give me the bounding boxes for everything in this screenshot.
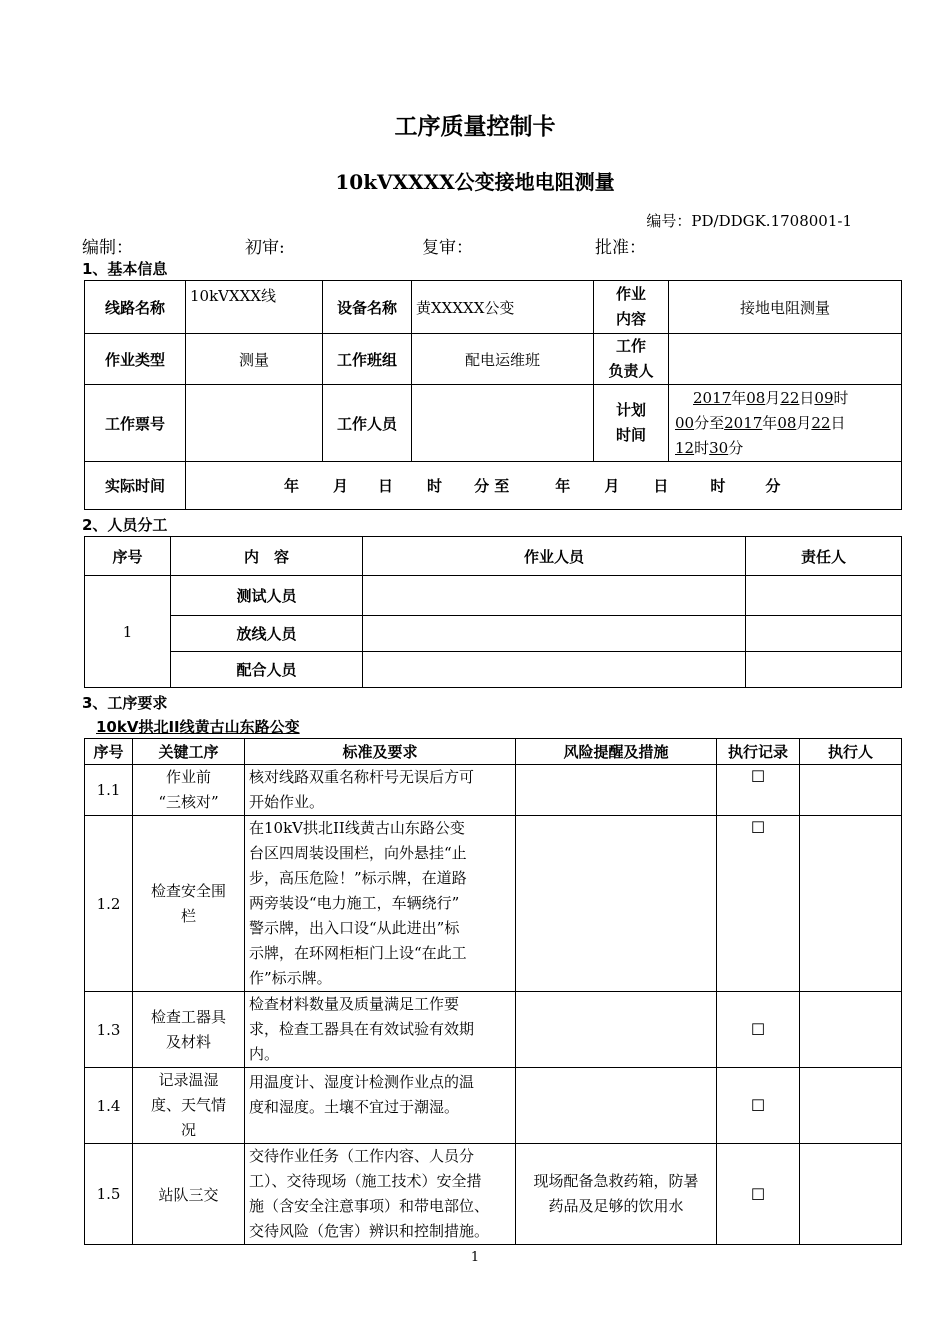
work-team-label: 工作班组 — [323, 334, 412, 385]
staff-workers-cell — [363, 576, 746, 616]
line-name-value: 10kVXXX线 — [186, 281, 323, 334]
actual-year-2: 年 — [555, 477, 571, 495]
process-row — [85, 765, 902, 816]
staff-seq: 1 — [85, 576, 171, 688]
process-standard-line: 示牌，在环网柜柜门上设“在此工 — [249, 944, 467, 962]
process-risk-line: 药品及足够的饮用水 — [548, 1197, 684, 1215]
section3-heading: 3、工序要求 — [82, 694, 168, 712]
process-step — [133, 765, 245, 816]
plan-end-day: 22 — [811, 413, 831, 432]
plan-end-month: 08 — [777, 413, 797, 432]
process-standard — [245, 1144, 516, 1245]
process-standard-line: 施（含安全注意事项）和带电部位、 — [249, 1197, 490, 1215]
work-leader-label-1: 工作 — [615, 337, 646, 355]
document-title: 工序质量控制卡 — [394, 114, 556, 140]
process-header-record: 执行记录 — [717, 739, 800, 765]
staff-responsible-cell — [746, 652, 902, 688]
process-step — [133, 992, 245, 1068]
staff-responsible-cell — [746, 616, 902, 652]
staff-header-seq: 序号 — [85, 537, 171, 576]
plan-time-value — [669, 385, 902, 462]
actual-month-1: 月 — [333, 477, 349, 495]
process-step-line: “三核对” — [158, 793, 219, 811]
plan-month-unit: 月 — [765, 388, 781, 407]
plan-time-label — [594, 385, 669, 462]
work-content-label — [594, 281, 669, 334]
plan-start-hour: 09 — [814, 388, 834, 407]
process-step — [133, 816, 245, 992]
process-standard-line: 作”标示牌。 — [249, 969, 332, 987]
process-no: 1.5 — [85, 1144, 133, 1245]
staff-header-workers: 作业人员 — [363, 537, 746, 576]
process-standard-line: 工）、交待现场（施工技术）安全措 — [249, 1172, 482, 1190]
work-leader-value — [669, 334, 902, 385]
process-row — [85, 1068, 902, 1144]
device-name-label: 设备名称 — [323, 281, 412, 334]
process-risk — [516, 816, 717, 992]
process-standard-line: 两旁装设“电力施工，车辆绕行” — [249, 894, 460, 912]
work-content-value: 接地电阻测量 — [669, 281, 902, 334]
work-leader-label — [594, 334, 669, 385]
process-standard-line: 交待作业任务（工作内容、人员分 — [249, 1147, 475, 1165]
process-standard-line: 检查材料数量及质量满足工作要 — [249, 995, 460, 1013]
process-executor — [800, 1068, 902, 1144]
process-standard-line: 核对线路双重名称杆号无误后方可 — [249, 768, 475, 786]
process-step-line: 记录温湿 — [158, 1071, 219, 1089]
plan-minute-unit-2: 分 — [728, 438, 744, 457]
process-header-step: 关键工序 — [133, 739, 245, 765]
process-header-seq: 序号 — [85, 739, 133, 765]
basic-info-table — [84, 280, 902, 510]
work-leader-label-2: 负责人 — [608, 362, 654, 380]
process-no: 1.2 — [85, 816, 133, 992]
process-standard-line: 警示牌，出入口设“从此进出”标 — [249, 919, 460, 937]
execution-checkbox[interactable]: ☐ — [717, 992, 800, 1068]
plan-start-minute: 00 — [675, 413, 695, 432]
process-executor — [800, 765, 902, 816]
document-subtitle: 10kVXXXX公变接地电阻测量 — [335, 170, 615, 194]
process-standard-line: 在10kV拱北II线黄古山东路公变 — [249, 819, 465, 837]
compile-label: 编制： — [82, 238, 133, 258]
process-step-line: 检查安全围 — [150, 881, 226, 900]
approve-label: 批准： — [595, 238, 646, 258]
plan-time-label-1: 计划 — [615, 401, 646, 419]
process-header-executor: 执行人 — [800, 739, 902, 765]
process-step-line: 况 — [180, 1121, 196, 1139]
plan-year-unit: 年 — [731, 388, 747, 407]
work-content-label-2: 内容 — [615, 310, 646, 328]
process-row — [85, 816, 902, 992]
staff-workers-cell — [363, 652, 746, 688]
process-standard — [245, 816, 516, 992]
process-step — [133, 1068, 245, 1144]
plan-hour-unit: 时 — [833, 388, 849, 407]
work-type-label: 作业类型 — [85, 334, 186, 385]
staff-value — [412, 385, 594, 462]
process-standard — [245, 1068, 516, 1144]
page-number: 1 — [470, 1250, 480, 1265]
staff-workers-cell — [363, 616, 746, 652]
process-step-line: 栏 — [180, 906, 196, 925]
ticket-label: 工作票号 — [85, 385, 186, 462]
process-standard — [245, 992, 516, 1068]
actual-year-1: 年 — [284, 477, 300, 495]
actual-day-2: 日 — [653, 477, 669, 495]
process-step-line: 及材料 — [165, 1032, 211, 1051]
staff-label: 工作人员 — [323, 385, 412, 462]
process-standard-line: 内。 — [249, 1045, 280, 1063]
work-team-value: 配电运维班 — [412, 334, 594, 385]
plan-month-unit-2: 月 — [796, 413, 812, 432]
execution-checkbox[interactable]: ☐ — [717, 1068, 800, 1144]
document-number: 编号：PD/DDGK.1708001-1 — [646, 212, 852, 230]
process-standard-line: 求，检查工器具在有效试验有效期 — [249, 1020, 475, 1038]
process-no: 1.1 — [85, 765, 133, 816]
plan-day-unit-2: 日 — [830, 413, 846, 432]
staff-header-content: 内 容 — [171, 537, 363, 576]
plan-day-unit: 日 — [799, 388, 815, 407]
section1-heading: 1、基本信息 — [82, 260, 168, 278]
process-standard-line: 用温度计、湿度计检测作业点的温 — [249, 1073, 475, 1091]
actual-minute-2: 分 — [765, 477, 781, 495]
actual-time-label: 实际时间 — [85, 462, 186, 510]
plan-end-year: 2017 — [724, 413, 763, 432]
plan-year-unit-2: 年 — [762, 413, 778, 432]
plan-time-label-2: 时间 — [615, 426, 646, 444]
process-executor — [800, 816, 902, 992]
process-no: 1.3 — [85, 992, 133, 1068]
process-standard-line: 度和湿度。土壤不宜过于潮湿。 — [249, 1098, 460, 1116]
staff-role: 测试人员 — [171, 576, 363, 616]
process-step-line: 作业前 — [165, 768, 211, 786]
process-risk — [516, 765, 717, 816]
process-executor — [800, 1144, 902, 1245]
first-review-label: 初审: — [245, 238, 285, 258]
process-risk — [516, 1144, 717, 1245]
plan-start-month: 08 — [746, 388, 766, 407]
process-risk — [516, 1068, 717, 1144]
plan-end-minute: 30 — [709, 438, 729, 457]
actual-hour-2: 时 — [710, 477, 726, 495]
review-label: 复审： — [422, 238, 473, 258]
process-standard-line: 步，高压危险！”标示牌，在道路 — [249, 869, 467, 887]
plan-start-day: 22 — [780, 388, 800, 407]
execution-checkbox[interactable]: ☐ — [717, 816, 800, 992]
process-risk-line: 现场配备急救药箱，防暑 — [533, 1172, 699, 1190]
staff-role: 配合人员 — [171, 652, 363, 688]
plan-minute-to: 分至 — [694, 413, 725, 432]
process-no: 1.4 — [85, 1068, 133, 1144]
process-row — [85, 992, 902, 1068]
process-row — [85, 1144, 902, 1245]
process-requirement-table — [84, 738, 902, 1245]
line-name-label: 线路名称 — [85, 281, 186, 334]
device-name-value: 黄XXXXX公变 — [412, 281, 594, 334]
staff-division-table — [84, 536, 902, 688]
process-step: 站队三交 — [133, 1144, 245, 1245]
staff-header-responsible: 责任人 — [746, 537, 902, 576]
execution-checkbox[interactable]: ☐ — [717, 1144, 800, 1245]
process-header-risk: 风险提醒及措施 — [516, 739, 717, 765]
process-standard-line: 台区四周装设围栏，向外悬挂“止 — [249, 844, 467, 862]
actual-minute-to: 分 至 — [474, 477, 510, 495]
plan-end-hour: 12 — [675, 438, 695, 457]
actual-day-1: 日 — [378, 477, 394, 495]
execution-checkbox[interactable]: ☐ — [717, 765, 800, 816]
process-standard — [245, 765, 516, 816]
section3-subheading: 10kV拱北II线黄古山东路公变 — [96, 718, 300, 736]
staff-responsible-cell — [746, 576, 902, 616]
process-executor — [800, 992, 902, 1068]
process-step-line: 检查工器具 — [150, 1007, 226, 1026]
process-risk — [516, 992, 717, 1068]
plan-start-year: 2017 — [693, 388, 732, 407]
process-step-line: 度、天气情 — [150, 1096, 226, 1114]
work-type-value: 测量 — [186, 334, 323, 385]
actual-time-value — [186, 462, 902, 510]
actual-month-2: 月 — [604, 477, 620, 495]
work-content-label-1: 作业 — [615, 285, 646, 303]
plan-hour-unit-2: 时 — [694, 438, 710, 457]
process-standard-line: 交待风险（危害）辨识和控制措施。 — [249, 1222, 490, 1240]
process-header-standard: 标准及要求 — [245, 739, 516, 765]
staff-role: 放线人员 — [171, 616, 363, 652]
ticket-value — [186, 385, 323, 462]
actual-hour-1: 时 — [427, 477, 443, 495]
section2-heading: 2、人员分工 — [82, 516, 168, 534]
process-standard-line: 开始作业。 — [249, 793, 325, 811]
